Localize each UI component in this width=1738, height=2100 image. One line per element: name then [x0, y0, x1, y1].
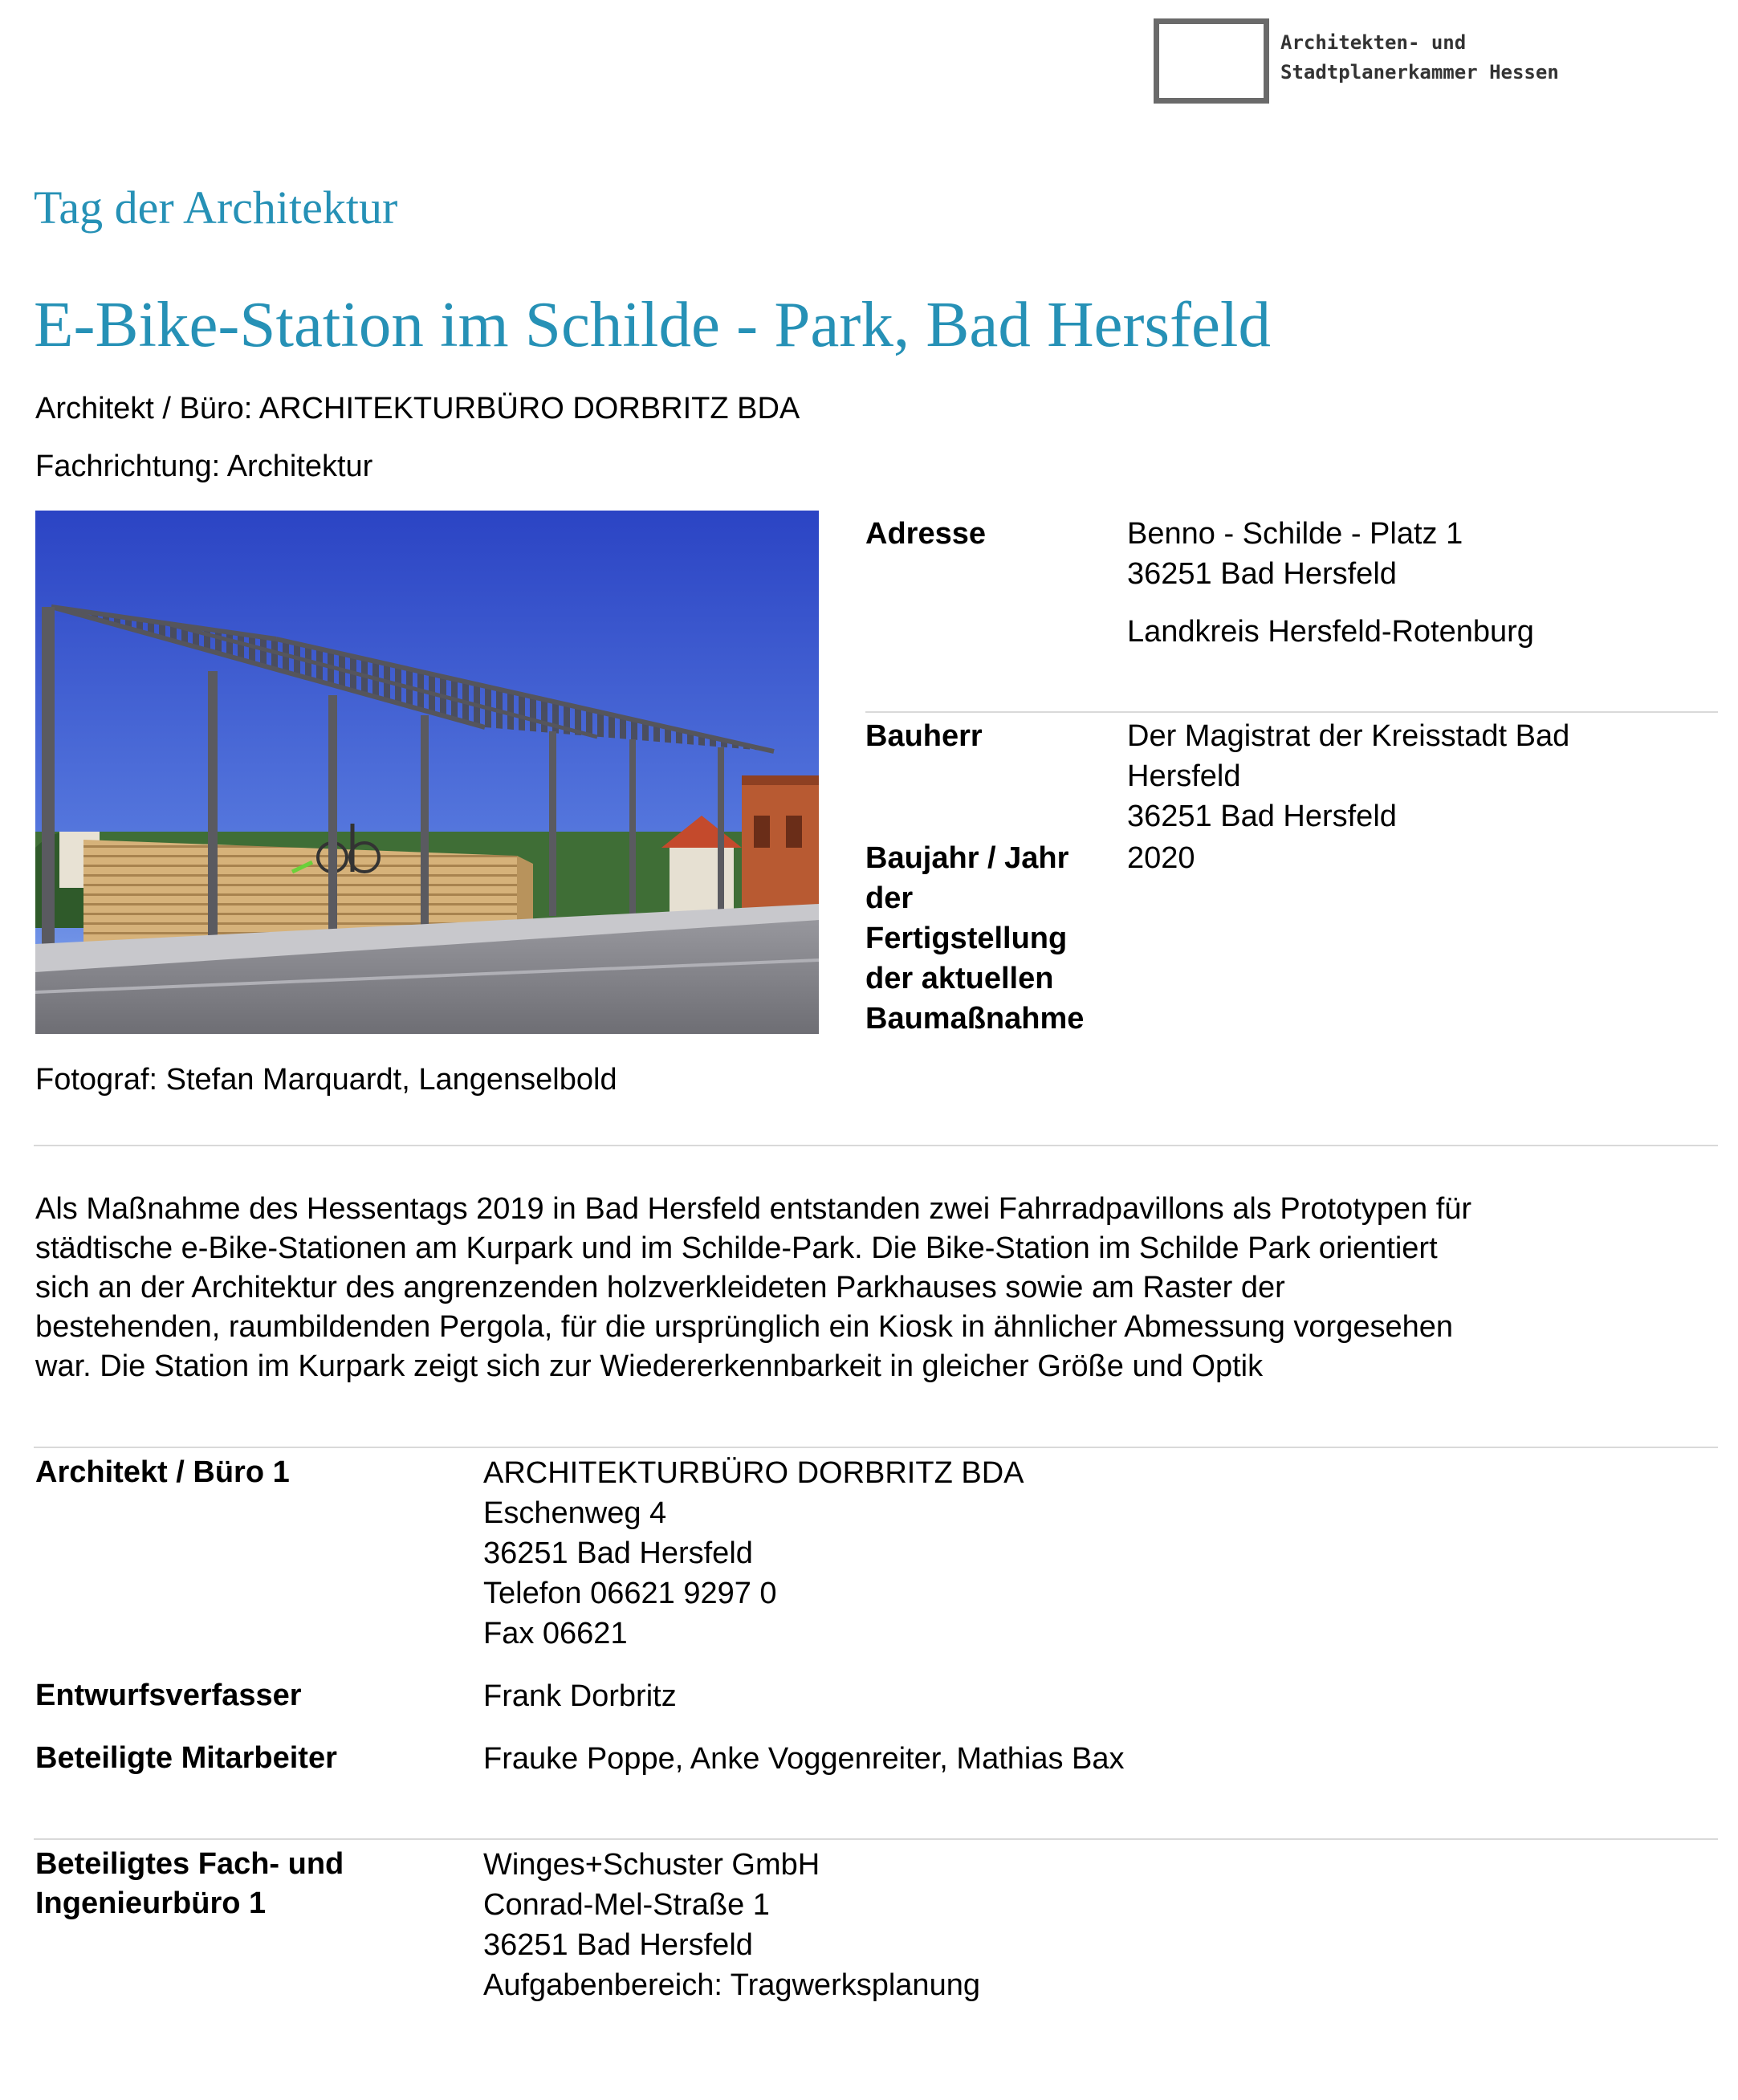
client-line: Der Magistrat der Kreisstadt Bad — [1127, 719, 1570, 753]
address-city: 36251 Bad Hersfeld — [1127, 557, 1397, 591]
architect-office-label: Architekt / Büro 1 — [35, 1455, 290, 1489]
architect-office-line: ARCHITEKTURBÜRO DORBRITZ BDA — [483, 1456, 1024, 1490]
year-label-line: Baujahr / Jahr — [865, 841, 1069, 875]
year-label-line: Fertigstellung — [865, 922, 1068, 955]
divider — [34, 1838, 1718, 1840]
engineer-line: Conrad-Mel-Straße 1 — [483, 1888, 770, 1922]
architect-office-line: Eschenweg 4 — [483, 1496, 667, 1530]
architect-line: Architekt / Büro: ARCHITEKTURBÜRO DORBRITZ BDA — [35, 392, 800, 425]
page-title: E-Bike-Station im Schilde - Park, Bad Hersfeld — [34, 288, 1271, 360]
divider — [865, 711, 1718, 713]
architect-office-value — [483, 1453, 1024, 1654]
client-label: Bauherr — [865, 719, 983, 753]
designer-value: Frank Dorbritz — [483, 1679, 677, 1713]
architect-office-line: Fax 06621 — [483, 1617, 628, 1650]
logo-square-icon — [1154, 18, 1269, 104]
engineer-label-line: Beteiligtes Fach- und — [35, 1847, 344, 1881]
photo-caption: Fotograf: Stefan Marquardt, Langenselbold — [35, 1063, 617, 1097]
year-label-line: Baumaßnahme — [865, 1002, 1085, 1036]
divider — [34, 1145, 1718, 1146]
year-label-line: der aktuellen — [865, 962, 1054, 995]
architect-office-line: Telefon 06621 9297 0 — [483, 1577, 777, 1610]
engineer-line: Aufgabenbereich: Tragwerksplanung — [483, 1968, 980, 2002]
address-label: Adresse — [865, 517, 986, 551]
engineer-line: Winges+Schuster GmbH — [483, 1848, 820, 1882]
description-line: bestehenden, raumbildenden Pergola, für die ursprünglich ein Kiosk in ähnlicher Abmessung vorgesehen — [35, 1310, 1454, 1344]
designer-label: Entwurfsverfasser — [35, 1679, 302, 1712]
logo-line-1: Architekten- und — [1280, 31, 1467, 54]
chamber-logo — [1154, 18, 1635, 107]
logo-text — [1280, 28, 1559, 88]
staff-value: Frauke Poppe, Anke Voggenreiter, Mathias Bax — [483, 1742, 1125, 1776]
address-street: Benno - Schilde - Platz 1 — [1127, 517, 1463, 551]
project-photo — [35, 511, 819, 1034]
year-label — [865, 838, 1084, 1039]
client-value — [1127, 716, 1569, 836]
year-value: 2020 — [1127, 841, 1195, 875]
project-description — [35, 1190, 1729, 1386]
client-line: Hersfeld — [1127, 759, 1241, 793]
description-line: städtische e-Bike-Stationen am Kurpark und im Schilde-Park. Die Bike-Station im Schilde Park orientiert — [35, 1231, 1438, 1265]
description-line: war. Die Station im Kurpark zeigt sich zur Wiedererkennbarkeit in gleicher Größe und Optik — [35, 1349, 1264, 1383]
engineer-label-line: Ingenieurbüro 1 — [35, 1886, 267, 1920]
client-line: 36251 Bad Hersfeld — [1127, 800, 1397, 833]
discipline-line: Fachrichtung: Architektur — [35, 450, 373, 483]
divider — [34, 1447, 1718, 1448]
engineer-label — [35, 1845, 344, 1923]
engineer-value — [483, 1845, 980, 2005]
description-line: sich an der Architektur des angrenzenden holzverkleideten Parkhauses sowie am Raster der — [35, 1271, 1285, 1304]
address-district: Landkreis Hersfeld-Rotenburg — [1127, 615, 1534, 649]
address-value — [1127, 514, 1534, 652]
staff-label: Beteiligte Mitarbeiter — [35, 1741, 337, 1775]
event-tag: Tag der Architektur — [34, 181, 398, 234]
architect-office-line: 36251 Bad Hersfeld — [483, 1536, 753, 1570]
logo-line-2: Stadtplanerkammer Hessen — [1280, 61, 1559, 83]
engineer-line: 36251 Bad Hersfeld — [483, 1928, 753, 1962]
description-line: Als Maßnahme des Hessentags 2019 in Bad Hersfeld entstanden zwei Fahrradpavillons als Prototypen für — [35, 1192, 1472, 1226]
year-label-line: der — [865, 881, 914, 915]
